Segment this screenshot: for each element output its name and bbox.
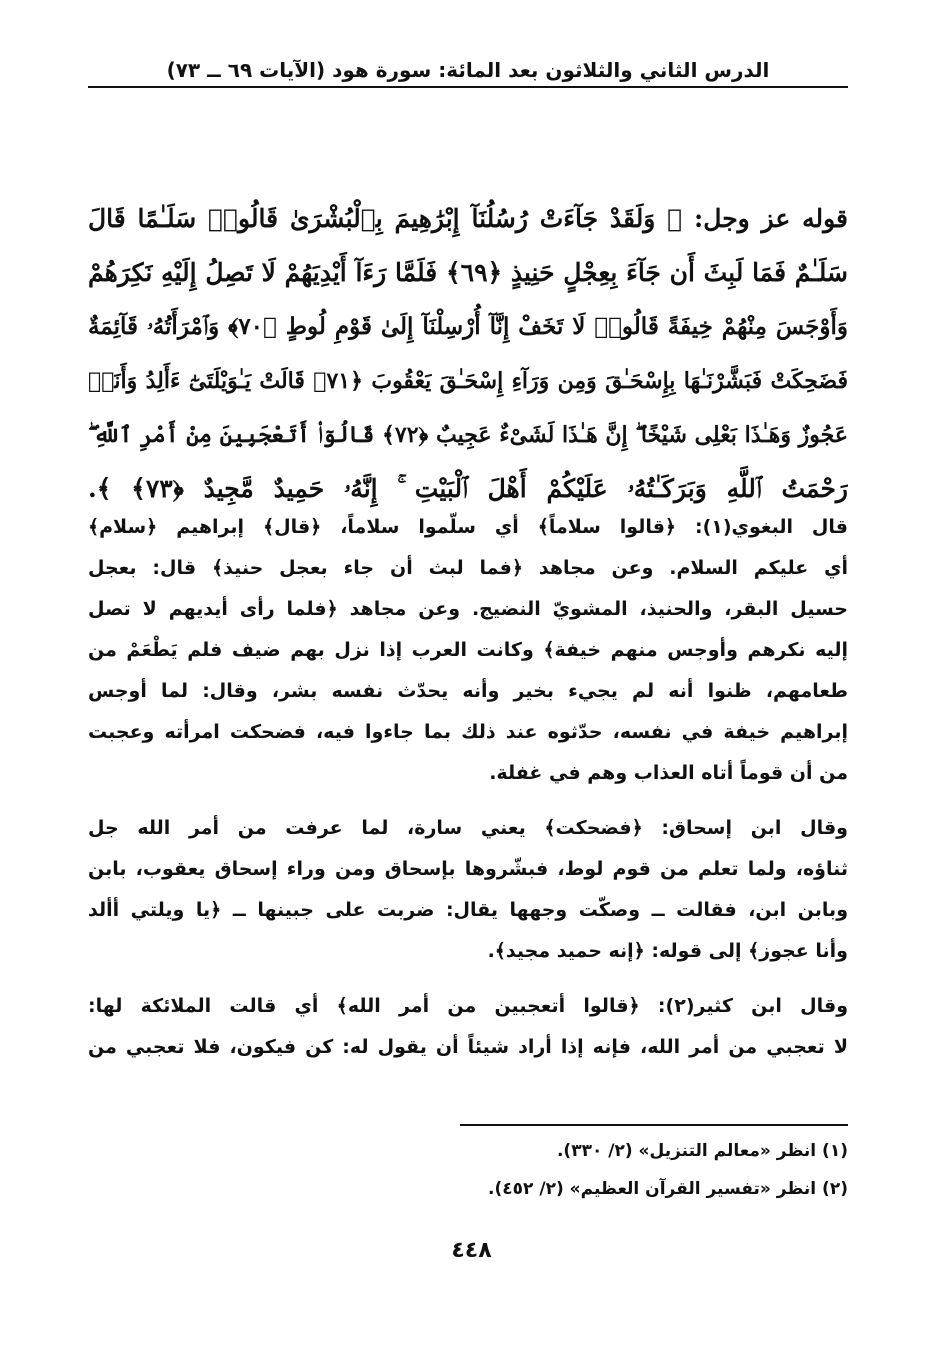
quran-verses [88, 192, 848, 516]
text-line: وقال ابن كثير(٢): ﴿قالوا أتعجبين من أمر الله﴾ أي قالت الملائكة لها: [88, 995, 848, 1017]
text-line: وأنا عجوز﴾ إلى قوله: ﴿إنه حميد مجيد﴾. [487, 940, 848, 962]
running-header: الدرس الثاني والثلاثون بعد المائة: سورة هود (الآيات ٦٩ ــ ٧٣) [166, 58, 770, 82]
paragraph-ibn-ishaq [88, 808, 848, 972]
quran-line: عَجُوزٌ وَهَـٰذَا بَعْلِى شَيْخًا ۖ إِنَّ هَـٰذَا لَشَىْءٌ عَجِيبٌ ﴿٧٢﴾ قَالُوٓا۟ أَتَعْجَبِينَ مِنْ أَمْرِ ٱللَّهِ ۖ [88, 422, 848, 448]
quran-line: رَحْمَتُ ٱللَّهِ وَبَرَكَـٰتُهُۥ عَلَيْكُمْ أَهْلَ ٱلْبَيْتِ ۚ إِنَّهُۥ حَمِيدٌ مَّجِيدٌ ﴿٧٣﴾ ﴾. [88, 474, 848, 503]
text-line: وبابن ابن، فقالت ــ وصكّت وجهها يقال: ضربت على جبينها ــ ﴿يا ويلتي أألد [88, 899, 848, 921]
text-line: ثناؤه، ولما تعلم من قوم لوط، فبشّروها بإسحاق ومن وراء إسحاق يعقوب، بابن [88, 858, 848, 880]
paragraph-baghawi [88, 507, 848, 794]
quran-line: سَلَـٰمٌ فَمَا لَبِثَ أَن جَآءَ بِعِجْلٍ حَنِيذٍ ﴿٦٩﴾ فَلَمَّا رَءَآ أَيْدِيَهُمْ لَا تَصِلُ إِلَيْهِ نَكِرَهُمْ [88, 258, 848, 287]
paragraph-ibn-kathir [88, 986, 848, 1068]
text-line: من أن قوماً أتاه العذاب وهم في غفلة. [489, 762, 848, 784]
footnote-rule [460, 1124, 848, 1126]
footnote-1: (١) انظر «معالم التنزيل» (٢/ ٣٣٠). [556, 1141, 848, 1161]
text-line: وقال ابن إسحاق: ﴿فضحكت﴾ يعني سارة، لما عرفت من أمر الله جل [88, 817, 848, 839]
text-line: لا تعجبي من أمر الله، فإنه إذا أراد شيئاً أن يقول له: كن فيكون، فلا تعجبي من [88, 1036, 848, 1058]
footnotes [88, 1132, 848, 1208]
text-line: حسيل البقر، والحنيذ، المشويّ النضيج. وعن مجاهد ﴿فلما رأى أيديهم لا تصل [88, 598, 848, 620]
text-line: إبراهيم خيفة في نفسه، حدّثوه عند ذلك بما جاءوا فيه، فضحكت امرأته وعجبت [88, 721, 848, 743]
text-line: إليه نكرهم وأوجس منهم خيفة﴾ وكانت العرب إذا نزل بهم ضيف فلم يَطْعَمْ من [88, 639, 848, 661]
header-rule [88, 86, 848, 88]
quran-line: قوله عز وجل: ﴿ وَلَقَدْ جَآءَتْ رُسُلُنَآ إِبْرَٰهِيمَ بِٱلْبُشْرَىٰ قَالُوا۟ سَلَـٰمًا قَالَ [88, 204, 848, 233]
page-number: ٤٤٨ [451, 1238, 492, 1263]
commentary-body [88, 507, 848, 1082]
quran-line: وَأَوْجَسَ مِنْهُمْ خِيفَةً قَالُوا۟ لَا تَخَفْ إِنَّآ أُرْسِلْنَآ إِلَىٰ قَوْمِ لُوطٍ ﴿٧٠﴾ وَٱمْرَأَتُهُۥ قَآئِمَةٌ [88, 313, 848, 340]
text-line: قال البغوي(١): ﴿قالوا سلاماً﴾ أي سلّموا سلاماً، ﴿قال﴾ إبراهيم ﴿سلام﴾ [88, 516, 848, 538]
quran-line: فَضَحِكَتْ فَبَشَّرْنَـٰهَا بِإِسْحَـٰقَ وَمِن وَرَآءِ إِسْحَـٰقَ يَعْقُوبَ ﴿٧١﴾ قَالَتْ يَـٰوَيْلَتَىٰٓ ءَأَلِدُ وَأَنَا۠ [88, 368, 848, 394]
footnote-2: (٢) انظر «تفسير القرآن العظيم» (٢/ ٤٥٢). [488, 1179, 848, 1199]
text-line: أي عليكم السلام. وعن مجاهد ﴿فما لبث أن جاء بعجل حنيذ﴾ قال: بعجل [88, 557, 848, 579]
text-line: طعامهم، ظنوا أنه لم يجيء بخير وأنه يحدّث نفسه بشر، وقال: لما أوجس [88, 680, 848, 702]
